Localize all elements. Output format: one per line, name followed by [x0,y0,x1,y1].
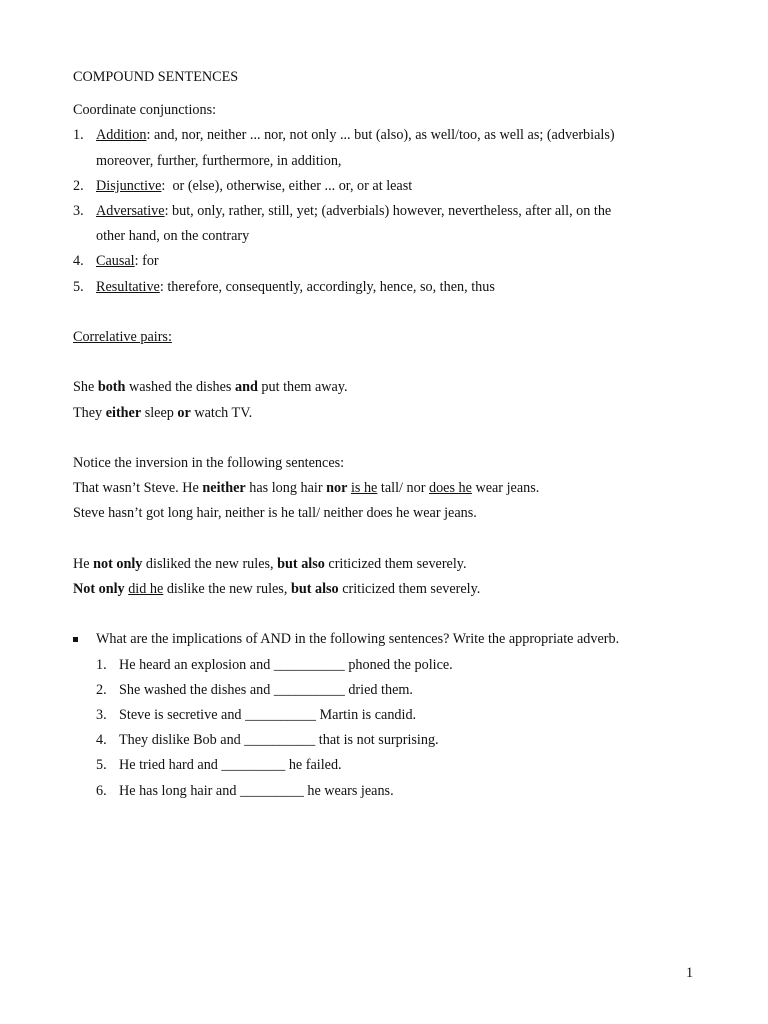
exercise-item [73,753,713,778]
conjunction-term: Causal [96,253,135,270]
exercise-question [73,627,713,652]
example-sentence: Not only did he dislike the new rules, but also criticized them severely. [73,581,481,597]
exercise-item [73,678,713,703]
exercise-text: They dislike Bob and __________ that is not surprising. [119,732,439,749]
exercise-text: She washed the dishes and __________ dried them. [119,681,413,698]
example-sentence: She both washed the dishes and put them away. [73,379,348,396]
exercise-item [73,779,713,804]
example-sentence: That wasn’t Steve. He neither has long hair nor is he tall/ nor does he wear jeans. [73,480,540,497]
item-number: 4. [73,253,84,270]
exercise-item [73,653,713,678]
exercise-item [73,728,713,753]
item-number: 6. [96,782,107,799]
question-text: What are the implications of AND in the following sentences? Write the appropriate adverb. [96,631,620,648]
conjunction-item-addition [73,123,713,173]
item-number: 1. [96,656,107,673]
conjunction-item-resultative [73,275,713,300]
coordinate-heading: Coordinate conjunctions: [73,102,217,119]
inversion-heading: Notice the inversion in the following sentences: [73,455,345,471]
conjunction-text: : therefore, consequently, accordingly, hence, so, then, thus [159,278,495,295]
item-number: 4. [96,732,107,749]
conjunction-text: : but, only, rather, still, yet; (adverbials) however, nevertheless, after all, on the [164,203,612,220]
example-sentence: They either sleep or watch TV. [73,404,253,421]
exercise-list [73,653,713,804]
conjunction-term: Adversative [96,203,165,220]
document-body [73,65,713,804]
exercise-text: He tried hard and _________ he failed. [119,757,342,774]
bullet-square-icon [73,637,78,642]
conjunction-text: : and, nor, neither ... nor, not only ... but (also), as well/too, as well as; (adverbials) [146,127,615,144]
conjunction-text: : or (else), otherwise, either ... or, or at least [161,177,413,194]
exercise-item [73,703,713,728]
item-number: 5. [73,278,84,295]
conjunction-item-disjunctive [73,174,713,199]
correlative-heading: Correlative pairs: [73,329,172,346]
example-sentence: He not only disliked the new rules, but also criticized them severely. [73,555,467,572]
conjunction-item-causal [73,249,713,274]
exercise-text: He has long hair and _________ he wears jeans. [119,782,394,799]
conjunction-text-continued: other hand, on the contrary [96,228,250,245]
conjunction-term: Resultative [96,278,160,295]
exercise-text: Steve is secretive and __________ Martin is candid. [119,707,417,723]
conjunction-text: : for [134,253,159,270]
conjunction-term: Disjunctive [96,177,162,194]
item-number: 3. [96,707,107,723]
conjunction-item-adversative [73,199,713,249]
page-number: 1 [686,965,694,981]
conjunction-list [73,123,713,299]
item-number: 3. [73,203,84,220]
example-sentence: Steve hasn’t got long hair, neither is he tall/ neither does he wear jeans. [73,505,477,522]
item-number: 2. [73,177,84,194]
exercise-text: He heard an explosion and __________ phoned the police. [119,656,453,673]
item-number: 2. [96,681,107,698]
item-number: 1. [73,127,84,144]
conjunction-term: Addition [96,127,147,144]
page-title: COMPOUND SENTENCES [73,69,239,85]
item-number: 5. [96,757,107,774]
conjunction-text-continued: moreover, further, furthermore, in addition, [96,152,342,169]
